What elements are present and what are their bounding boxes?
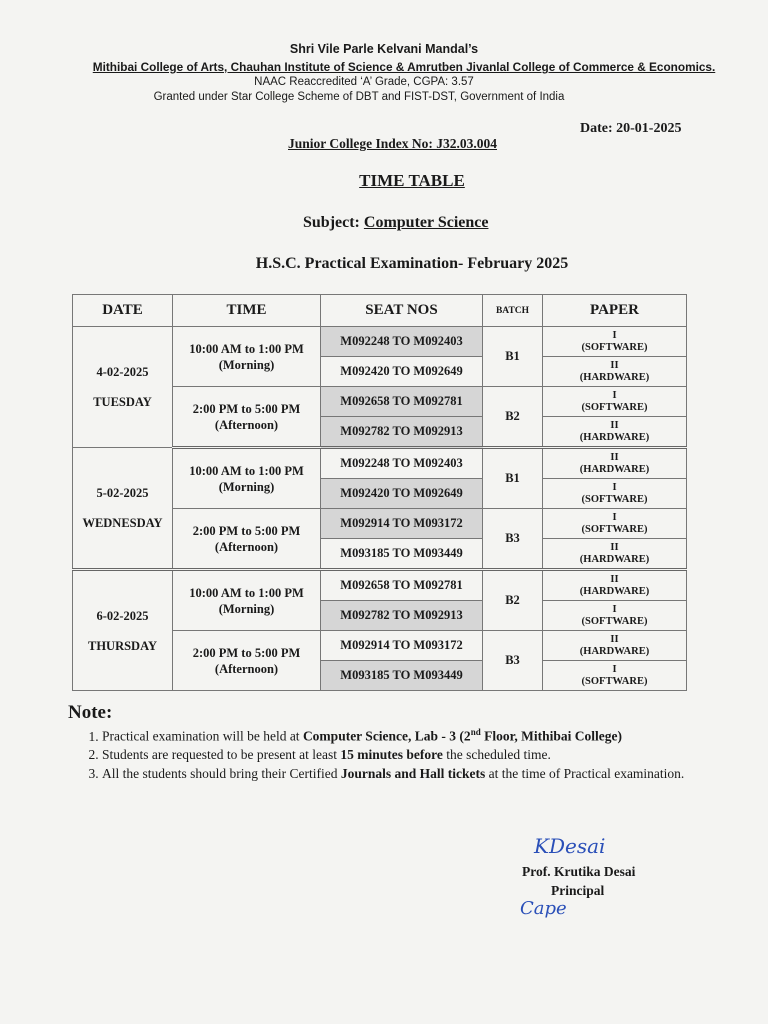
session-period: (Afternoon) [214,539,279,554]
paper-cell [543,570,687,601]
session-time: 10:00 AM to 1:00 PM [189,585,304,600]
paper-type: (HARDWARE) [579,585,650,597]
batch-cell: B1 [483,448,543,509]
session-period: (Morning) [218,357,275,372]
subject-line [303,214,488,232]
time-cell [173,631,321,691]
paper-cell [543,631,687,661]
paper-number: I [612,663,617,675]
paper-number: II [610,541,619,553]
seat-range: M092782 TO M092913 [321,601,483,631]
paper-type: (SOFTWARE) [581,523,648,535]
paper-type: (SOFTWARE) [581,401,648,413]
paper-cell [543,387,687,417]
seat-range: M092914 TO M093172 [321,631,483,661]
paper-type: (SOFTWARE) [581,615,648,627]
subject-label: Subject: [303,214,364,231]
time-cell [173,509,321,570]
day-name: WEDNESDAY [82,516,163,530]
signatory-title: Principal [551,883,605,898]
paper-cell [543,539,687,570]
time-cell [173,327,321,387]
paper-type: (HARDWARE) [579,645,650,657]
seat-range: M092248 TO M092403 [321,448,483,479]
paper-number: II [610,451,619,463]
paper-cell [543,479,687,509]
paper-number: II [610,633,619,645]
paper-number: I [612,389,617,401]
seat-range: M092658 TO M092781 [321,570,483,601]
society-name: Shri Vile Parle Kelvani Mandal’s [289,42,479,56]
paper-type: (HARDWARE) [579,431,650,443]
notes-list [62,723,768,783]
seat-range: M092248 TO M092403 [321,327,483,357]
day-name: THURSDAY [87,638,157,653]
paper-cell [543,509,687,539]
seat-range: M093185 TO M093449 [321,661,483,691]
day-date: 5-02-2025 [96,486,149,500]
table-row [73,448,687,479]
session-time: 2:00 PM to 5:00 PM [192,645,301,660]
header-date: DATE [73,295,173,327]
paper-number: I [612,481,617,493]
timetable [72,294,687,691]
subject-value: Computer Science [363,214,489,231]
time-cell [173,387,321,448]
session-time: 10:00 AM to 1:00 PM [189,463,304,478]
session-period: (Morning) [218,601,275,616]
note-emphasis: Computer Science, Lab - 3 (2 [302,728,471,744]
paper-type: (SOFTWARE) [581,493,648,505]
note-emphasis: 15 minutes before [340,747,443,762]
college-index-number: Junior College Index No: J32.03.004 [288,136,498,151]
batch-cell: B3 [483,509,543,570]
paper-cell [543,417,687,448]
paper-number: I [612,511,617,523]
paper-type: (SOFTWARE) [581,675,648,687]
header-batch: BATCH [483,295,543,327]
paper-type: (HARDWARE) [579,371,650,383]
paper-number: II [610,573,619,585]
paper-cell [543,601,687,631]
session-period: (Afternoon) [214,661,279,676]
signatory-name: Prof. Krutika Desai [522,864,636,879]
paper-type: (SOFTWARE) [581,341,648,353]
day-cell [73,327,173,448]
signature-initials: Cape [520,898,567,919]
day-cell [73,570,173,691]
exam-line: H.S.C. Practical Examination- February 2025 [255,255,569,272]
naac-grade: NAAC Reaccredited ‘A’ Grade, CGPA: 3.57 [254,76,474,88]
list-item [102,765,768,784]
paper-type: (HARDWARE) [579,463,650,475]
session-time: 10:00 AM to 1:00 PM [189,341,304,356]
session-period: (Morning) [218,479,275,494]
batch-cell: B2 [483,387,543,448]
note-text: the scheduled time. [442,747,551,762]
session-period: (Afternoon) [214,417,279,432]
note-text: Students are requested to be present at least [102,747,341,762]
session-time: 2:00 PM to 5:00 PM [192,401,301,416]
paper-number: I [612,603,617,615]
session-time: 2:00 PM to 5:00 PM [192,523,301,538]
paper-number: II [610,359,619,371]
header-time: TIME [173,295,321,327]
note-superscript: nd [470,727,481,737]
signature-scribble: KDesai [534,834,606,858]
seat-range: M092658 TO M092781 [321,387,483,417]
seat-range: M092782 TO M092913 [321,417,483,448]
college-name: Mithibai College of Arts, Chauhan Institute of Science & Amrutben Jivanlal College of Commerce & Economics. [92,60,716,74]
paper-cell [543,327,687,357]
paper-number: I [612,329,617,341]
day-cell [73,448,173,570]
paper-cell [543,448,687,479]
header-paper: PAPER [543,295,687,327]
document-date: Date: 20-01-2025 [580,121,682,136]
seat-range: M092914 TO M093172 [321,509,483,539]
page-title: TIME TABLE [359,171,465,190]
note-heading: Note: [68,702,113,723]
note-text: Practical examination will be held at [102,728,303,744]
batch-cell: B3 [483,631,543,691]
day-date: 4-02-2025 [96,365,149,379]
day-date: 6-02-2025 [96,608,149,623]
list-item [102,746,768,765]
paper-cell [543,357,687,387]
day-name: TUESDAY [93,395,152,409]
seat-range: M093185 TO M093449 [321,539,483,570]
paper-type: (HARDWARE) [579,553,650,565]
paper-number: II [610,419,619,431]
seat-range: M092420 TO M092649 [321,479,483,509]
note-emphasis: Journals and Hall tickets [340,765,486,781]
time-cell [173,448,321,509]
grant-line: Granted under Star College Scheme of DBT and FIST-DST, Government of India [153,91,565,103]
paper-cell [543,661,687,691]
time-cell [173,570,321,631]
header-seat-nos: SEAT NOS [321,295,483,327]
note-text: at the time of Practical examination. [485,765,685,781]
table-row [73,327,687,357]
batch-cell: B1 [483,327,543,387]
table-row [73,570,687,601]
table-header-row [73,295,687,327]
batch-cell: B2 [483,570,543,631]
note-emphasis: Floor, Mithibai College) [480,728,622,744]
seat-range: M092420 TO M092649 [321,357,483,387]
list-item [102,723,768,746]
note-text: All the students should bring their Certified [102,765,341,781]
